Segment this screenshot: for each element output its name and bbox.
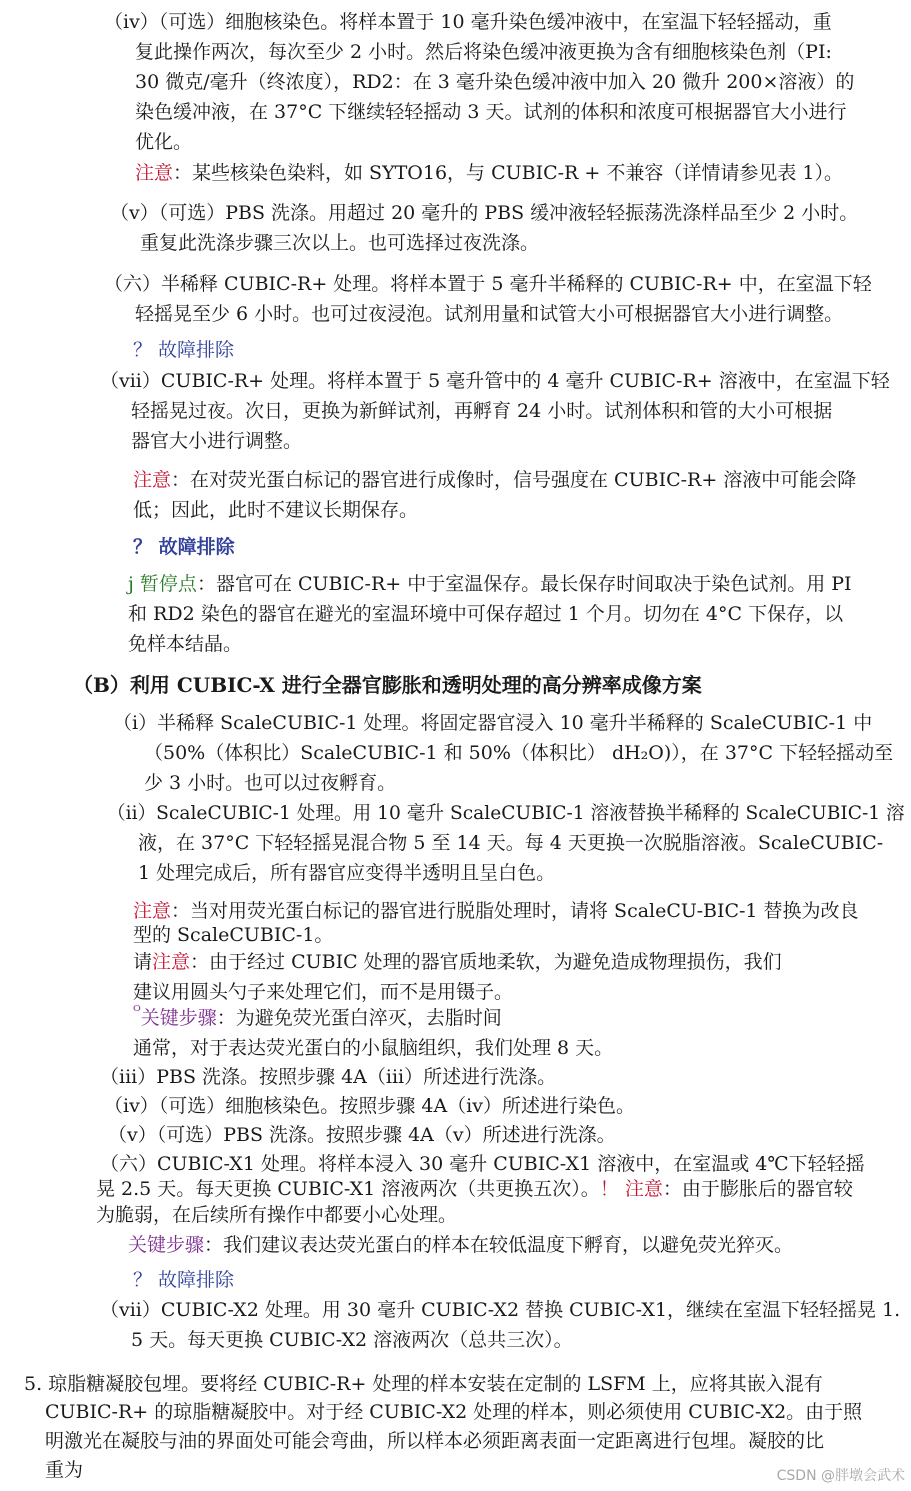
step-b-ii-line-3: 1 处理完成后，所有器官应变得半透明且呈白色。 [138, 862, 556, 884]
step-iv-line-2: 复此操作两次，每次至少 2 小时。然后将染色缓冲液更换为含有细胞核染色剂（PI: [135, 41, 832, 63]
step-vii-line-3: 器官大小进行调整。 [131, 430, 303, 452]
troubleshooting-link[interactable]: ？ 故障排除 [133, 339, 235, 361]
step-b-ii-note-line-2: 型的 ScaleCUBIC-1。 [133, 924, 334, 946]
note-prefix: 请 [133, 951, 153, 973]
caution-label: ！ 注意 [599, 1178, 663, 1200]
step-5-line-2: CUBIC-R+ 的琼脂糖凝胶中。对于经 CUBIC-X2 处理的样本，则必须使用 CUBIC-X2。由于照 [45, 1401, 863, 1423]
step-b-ii-note2-line-1 [133, 950, 782, 974]
note-text: ：当对用荧光蛋白标记的器官进行脱脂处理时，请将 ScaleCU-BIC-1 替换为改良 [171, 900, 859, 922]
note-label: 注意 [133, 900, 172, 922]
step-b-vii-line-1: （vii）CUBIC-X2 处理。用 30 毫升 CUBIC-X2 替换 CUBIC-X1，继续在室温下轻轻摇晃 1. [100, 1299, 901, 1321]
step-v-line-1: （v）（可选）PBS 洗涤。用超过 20 毫升的 PBS 缓冲液轻轻振荡洗涤样品至少 2 小时。 [110, 202, 859, 224]
step-b-ii-line-2: 液，在 37°C 下轻轻摇晃混合物 5 至 14 天。每 4 天更换一次脱脂溶液。ScaleCUBIC- [138, 832, 884, 854]
step-vii-line-2: 轻摇晃过夜。次日，更换为新鲜试剂，再孵育 24 小时。试剂体积和管的大小可根据 [131, 400, 833, 422]
step-vi-line-2: 轻摇晃至少 6 小时。也可过夜浸泡。试剂用量和试管大小可根据器官大小进行调整。 [135, 303, 844, 325]
step-b-vi-line-3: 为脆弱，在后续所有操作中都要小心处理。 [96, 1204, 458, 1226]
critical-step-icon: ᴼ [133, 1002, 141, 1020]
step-b-iii: （iii）PBS 洗涤。按照步骤 4A（iii）所述进行洗涤。 [100, 1066, 557, 1088]
troubleshooting-link[interactable]: ？ 故障排除 [133, 1269, 235, 1291]
pause-point-text: ：器官可在 CUBIC-R+ 中于室温保存。最长保存时间取决于染色试剂。用 PI [196, 573, 852, 595]
pause-point-line-1 [128, 572, 852, 596]
step-b-vi-text: 晃 2.5 天。每天更换 CUBIC-X1 溶液两次（共更换五次）。 [96, 1178, 600, 1200]
step-b-i-line-2: （50%（体积比）ScaleCUBIC-1 和 50%（体积比） dH₂O)），在 37°C 下轻轻摇动至 [144, 742, 894, 764]
note-label: 注意 [135, 162, 174, 184]
step-b-vi-line-2 [96, 1177, 853, 1201]
step-iv-line-5: 优化。 [135, 131, 193, 153]
critical-step-vi [128, 1233, 793, 1257]
step-b-ii-note-line-1 [133, 899, 859, 923]
step-iv-line-1: （iv）（可选）细胞核染色。将样本置于 10 毫升染色缓冲液中，在室温下轻轻摇动，重 [104, 11, 832, 33]
step-b-vii-line-2: 5 天。每天更换 CUBIC-X2 溶液两次（总共三次）。 [131, 1329, 573, 1351]
step-vii-note-line-1 [133, 468, 856, 492]
section-b-heading: （B）利用 CUBIC-X 进行全器官膨胀和透明处理的高分辨率成像方案 [73, 673, 702, 697]
pause-point-line-3: 免样本结晶。 [128, 633, 243, 655]
critical-step-line-1 [133, 1002, 502, 1031]
step-iv-note [135, 161, 843, 185]
note-text: ：在对荧光蛋白标记的器官进行成像时，信号强度在 CUBIC-R+ 溶液中可能会降 [171, 469, 857, 491]
step-5-line-4: 重为 [45, 1459, 84, 1481]
note-text: ：由于经过 CUBIC 处理的器官质地柔软，为避免造成物理损伤，我们 [190, 951, 782, 973]
step-iv-line-4: 染色缓冲液，在 37°C 下继续轻轻摇动 3 天。试剂的体积和浓度可根据器官大小进行 [135, 101, 847, 123]
step-b-vi-line-1: （六）CUBIC-X1 处理。将样本浸入 30 毫升 CUBIC-X1 溶液中，在室温或 4℃下轻轻摇 [100, 1153, 865, 1175]
step-iv-line-3: 30 微克/毫升（终浓度），RD2：在 3 毫升染色缓冲液中加入 20 微升 200×溶液）的 [135, 71, 855, 93]
watermark: CSDN @胖墩会武术 [776, 1468, 905, 1484]
critical-step-line-2: 通常，对于表达荧光蛋白的小鼠脑组织，我们处理 8 天。 [133, 1037, 614, 1059]
critical-step-label: 关键步骤 [128, 1234, 205, 1256]
step-b-i-line-3: 少 3 小时。也可以过夜孵育。 [144, 772, 397, 794]
step-b-iv: （iv）（可选）细胞核染色。按照步骤 4A（iv）所述进行染色。 [104, 1095, 635, 1117]
critical-step-text: ：我们建议表达荧光蛋白的样本在较低温度下孵育，以避免荧光猝灭。 [204, 1234, 794, 1256]
troubleshooting-link[interactable]: ？ 故障排除 [133, 536, 235, 558]
step-b-ii-line-1: （ii）ScaleCUBIC-1 处理。用 10 毫升 ScaleCUBIC-1 溶液替换半稀释的 ScaleCUBIC-1 溶 [107, 802, 905, 824]
note-label: 注意 [152, 951, 191, 973]
critical-step-label: 关键步骤 [140, 1007, 217, 1029]
pause-point-label: j 暂停点 [128, 573, 197, 595]
step-vii-note-line-2: 低；因此，此时不建议长期保存。 [133, 499, 419, 521]
step-v-line-2: 重复此洗涤步骤三次以上。也可选择过夜洗涤。 [140, 232, 540, 254]
step-vii-line-1: （vii）CUBIC-R+ 处理。将样本置于 5 毫升管中的 4 毫升 CUBIC-R+ 溶液中，在室温下轻 [100, 370, 890, 392]
step-5-line-1: 5. 琼脂糖凝胶包埋。要将经 CUBIC-R+ 处理的样本安装在定制的 LSFM 上，应将其嵌入混有 [24, 1373, 823, 1395]
note-label: 注意 [133, 469, 172, 491]
step-vi-line-1: （六）半稀释 CUBIC-R+ 处理。将样本置于 5 毫升半稀释的 CUBIC-R+ 中，在室温下轻 [104, 273, 872, 295]
step-b-ii-note2-line-2: 建议用圆头勺子来处理它们，而不是用镊子。 [133, 981, 514, 1003]
step-5-line-3: 明激光在凝胶与油的界面处可能会弯曲，所以样本必须距离表面一定距离进行包埋。凝胶的比 [45, 1430, 825, 1452]
step-b-v: （v）（可选）PBS 洗涤。按照步骤 4A（v）所述进行洗涤。 [108, 1124, 616, 1146]
caution-text: ：由于膨胀后的器官较 [662, 1178, 853, 1200]
note-text: ：某些核染色染料，如 SYTO16，与 CUBIC-R + 不兼容（详情请参见表 1）。 [173, 162, 843, 184]
pause-point-line-2: 和 RD2 染色的器官在避光的室温环境中可保存超过 1 个月。切勿在 4°C 下保存，以 [128, 603, 844, 625]
critical-step-text: ：为避免荧光蛋白淬灭，去脂时间 [216, 1007, 502, 1029]
step-b-i-line-1: （i）半稀释 ScaleCUBIC-1 处理。将固定器官浸入 10 毫升半稀释的 ScaleCUBIC-1 中 [113, 712, 873, 734]
